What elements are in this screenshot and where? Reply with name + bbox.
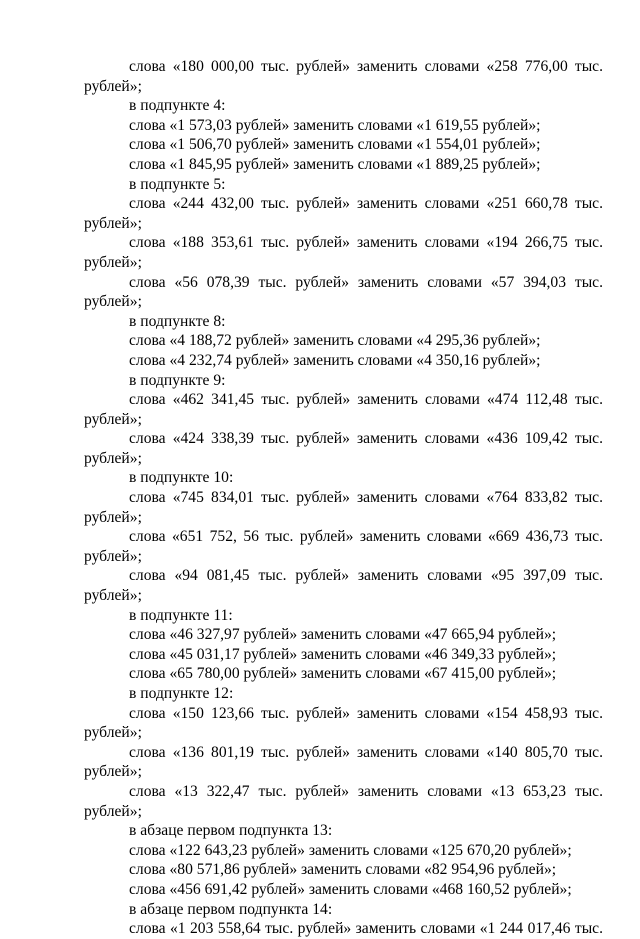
text-line: рублей»; [84,77,142,95]
text-line: рублей»; [84,547,142,565]
text-line: слова «180 000,00 тыс. рублей» заменить словами «258 776,00 тыс. [129,58,603,75]
text-line: в подпункте 9: [129,371,226,389]
text-line: слова «1 573,03 рублей» заменить словами «1 619,55 рублей»; [129,116,541,134]
text-line: в подпункте 5: [129,175,226,193]
text-line: слова «1 845,95 рублей» заменить словами «1 889,25 рублей»; [129,155,541,173]
text-line: слова «4 188,72 рублей» заменить словами «4 295,36 рублей»; [129,332,541,350]
text-line: слова «651 752, 56 тыс. рублей» заменить словами «669 436,73 тыс. [129,528,603,546]
text-line: рублей»; [84,724,142,742]
text-line: в абзаце первом подпункта 13: [129,822,333,840]
text-line: слова «122 643,23 рублей» заменить словами «125 670,20 рублей»; [129,841,572,859]
text-line: слова «94 081,45 тыс. рублей» заменить словами «95 397,09 тыс. [129,567,603,585]
text-line: слова «424 338,39 тыс. рублей» заменить словами «436 109,42 тыс. [129,430,603,448]
text-line: слова «45 031,17 рублей» заменить словами «46 349,33 рублей»; [129,645,557,663]
text-line: слова «80 571,86 рублей» заменить словами «82 954,96 рублей»; [129,861,557,879]
text-line: рублей»; [84,508,142,526]
text-line: в подпункте 11: [129,606,233,624]
text-line: слова «4 232,74 рублей» заменить словами «4 350,16 рублей»; [129,351,541,369]
text-line: слова «244 432,00 тыс. рублей» заменить словами «251 660,78 тыс. [129,195,603,213]
text-line: слова «188 353,61 тыс. рублей» заменить словами «194 266,75 тыс. [129,234,603,252]
text-line: в подпункте 4: [129,97,226,115]
text-line: в абзаце первом подпункта 14: [129,900,333,918]
text-line: рублей»; [84,410,142,428]
text-line: слова «456 691,42 рублей» заменить словами «468 160,52 рублей»; [129,880,572,898]
text-line: слова «462 341,45 тыс. рублей» заменить словами «474 112,48 тыс. [129,391,603,409]
text-line: рублей»; [84,449,142,467]
text-line: рублей»; [84,293,142,311]
text-line: слова «150 123,66 тыс. рублей» заменить словами «154 458,93 тыс. [129,704,603,722]
text-line: слова «1 203 558,64 тыс. рублей» заменить словами «1 244 017,46 тыс. [129,920,603,938]
text-line: слова «65 780,00 рублей» заменить словами «67 415,00 рублей»; [129,665,557,683]
text-line: в подпункте 8: [129,312,226,330]
text-line: рублей»; [84,214,142,232]
text-line: слова «56 078,39 тыс. рублей» заменить словами «57 394,03 тыс. [129,273,603,291]
text-line: слова «46 327,97 рублей» заменить словами «47 665,94 рублей»; [129,626,557,644]
text-line: слова «1 506,70 рублей» заменить словами «1 554,01 рублей»; [129,136,541,154]
text-line: рублей»; [84,587,142,605]
document-body [84,57,603,939]
text-line: слова «136 801,19 тыс. рублей» заменить словами «140 805,70 тыс. [129,743,603,761]
text-line: рублей»; [84,763,142,781]
text-line: рублей»; [84,253,142,271]
text-line: рублей»; [84,802,142,820]
text-line: в подпункте 12: [129,685,234,702]
text-line: слова «745 834,01 тыс. рублей» заменить словами «764 833,82 тыс. [129,489,603,507]
text-line: слова «13 322,47 тыс. рублей» заменить словами «13 653,23 тыс. [129,782,603,800]
text-line: в подпункте 10: [129,469,234,487]
